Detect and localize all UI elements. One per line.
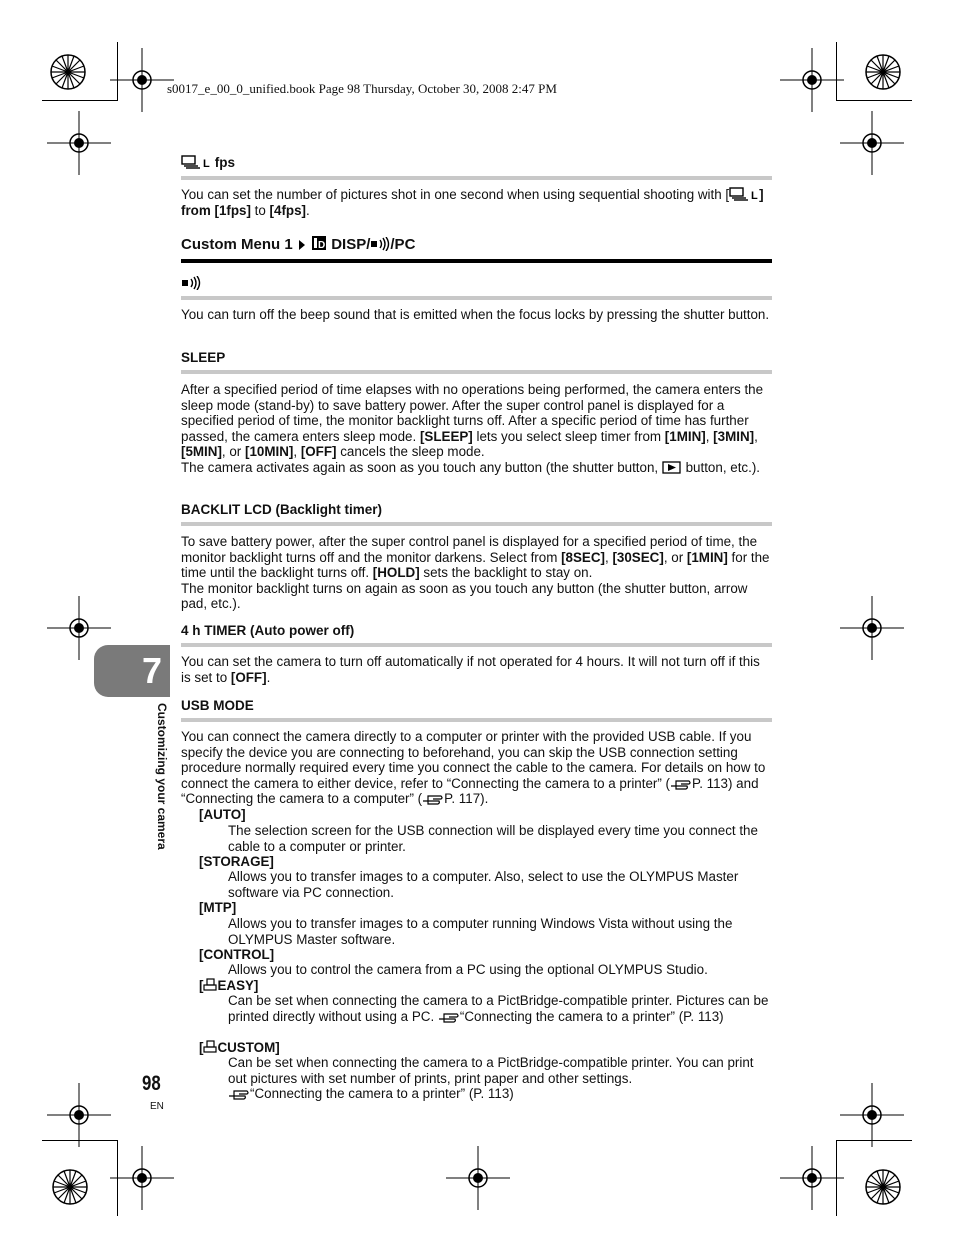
usb-option-desc: Allows you to transfer images to a computer. Also, select to use the OLYMPUS Master software via PC connection. xyxy=(228,869,739,900)
chapter-tab xyxy=(94,645,170,697)
usb-option-desc: The selection screen for the USB connection will be displayed every time you connect the cable to a computer or printer. xyxy=(228,823,758,854)
language-code: EN xyxy=(150,1101,164,1112)
svg-text:L: L xyxy=(751,190,758,201)
svg-text:D: D xyxy=(318,240,326,251)
print-icon xyxy=(203,1040,217,1054)
beep-paragraph: You can turn off the beep sound that is emitted when the focus locks by pressing the shutter button. xyxy=(181,307,770,322)
timer-heading: 4 h TIMER (Auto power off) xyxy=(181,623,355,638)
chapter-number: 7 xyxy=(141,650,162,691)
reference-hand-icon xyxy=(670,777,692,790)
section-rule xyxy=(181,522,772,526)
section-rule xyxy=(181,643,772,647)
usb-option-label: [STORAGE] xyxy=(199,854,274,869)
arrow-right-icon xyxy=(297,239,307,251)
sequential-low-icon xyxy=(729,187,759,201)
chapter-side-label: Customizing your camera xyxy=(155,703,169,850)
usb-option-label: [MTP] xyxy=(199,900,237,915)
section-rule xyxy=(181,370,772,374)
sleep-paragraph: After a specified period of time elapses with no operations being performed, the camera enters the sleep mode (stand-by) to save battery power. After the super control panel is displayed for a specified period of time, the monitor backlight turns off. After a specific period of time has further passed, the camera enters sleep mode. [SLEEP] lets you select sleep timer from [1MIN], [3MIN], [5MIN], or [10MIN], [OFF] cancels the sleep mode. The camera activates again as soon as you touch any button (the shutter button, button, etc.). xyxy=(181,382,764,475)
usb-paragraph: You can connect the camera directly to a computer or printer with the provided USB cable. If you specify the device you are connecting to beforehand, you can skip the USB connection setting procedure normally required every time you connect the cable to the camera. For details on how to connect the camera to either device, refer to “Connecting the camera to a printer” ( P. 113) and “Connecting the camera to a computer” ( P. 117). xyxy=(181,729,766,807)
fps-heading: L fps xyxy=(181,155,235,170)
usb-option-label: [AUTO] xyxy=(199,807,246,822)
usb-option-desc: Allows you to transfer images to a computer running Windows Vista without using the OLYMPUS Master software. xyxy=(228,916,733,947)
usb-option-label: [CONTROL] xyxy=(199,947,275,962)
section-rule xyxy=(181,296,772,300)
backlit-paragraph: To save battery power, after the super control panel is displayed for a specified period of time, the monitor backlight turns off and the monitor darkens. Select from [8SEC], [30SEC], or [1MIN] for the time until the backlight turns off. [HOLD] sets the backlight to stay on. The monitor backlight turns on again as soon as you touch any button (the shutter button, arrow pad, etc.). xyxy=(181,534,770,612)
usb-option-desc: Can be set when connecting the camera to a PictBridge-compatible printer. You can print out pictures with set number of prints, print paper and other settings. “Connecting the camera to a printer” (P. 113) xyxy=(228,1055,754,1102)
menu-heading: Custom Menu 1 D DISP/ /PC xyxy=(181,236,416,253)
usb-option-label-easy: [ EASY] xyxy=(199,978,259,993)
timer-paragraph: You can set the camera to turn off automatically if not operated for 4 hours. It will not turn off if this is set to [OFF]. xyxy=(181,654,760,685)
reference-hand-icon xyxy=(228,1087,250,1100)
sleep-heading: SLEEP xyxy=(181,350,226,365)
usb-option-desc: Allows you to control the camera from a PC using the optional OLYMPUS Studio. xyxy=(228,962,708,977)
usb-option-desc: Can be set when connecting the camera to a PictBridge-compatible printer. Pictures can be printed directly without using a PC. “Connecting the camera to a printer” (P. 113) xyxy=(228,993,769,1024)
section-rule xyxy=(181,176,772,180)
reference-hand-icon xyxy=(422,792,444,805)
section-rule xyxy=(181,718,772,722)
beep-sound-icon xyxy=(370,237,390,251)
page-number: 98 xyxy=(142,1072,161,1095)
svg-text:L: L xyxy=(203,158,210,169)
fps-paragraph: You can set the number of pictures shot in one second when using sequential shooting with [ L ] from [1fps] to [4fps]. xyxy=(181,187,764,218)
chapter-side-label-wrap xyxy=(154,703,170,883)
beep-heading xyxy=(181,276,203,295)
custom-menu-d-icon xyxy=(311,235,327,251)
playback-button-icon xyxy=(662,461,682,474)
print-icon xyxy=(203,978,217,992)
beep-sound-icon xyxy=(181,276,203,290)
usb-heading: USB MODE xyxy=(181,698,254,713)
backlit-heading: BACKLIT LCD (Backlight timer) xyxy=(181,502,383,517)
usb-option-label-custom: [ CUSTOM] xyxy=(199,1040,280,1055)
sequential-low-icon xyxy=(181,155,211,169)
reference-hand-icon xyxy=(438,1010,460,1023)
print-header: s0017_e_00_0_unified.book Page 98 Thursday, October 30, 2008 2:47 PM xyxy=(167,81,557,96)
menu-heading-rule xyxy=(181,259,772,263)
